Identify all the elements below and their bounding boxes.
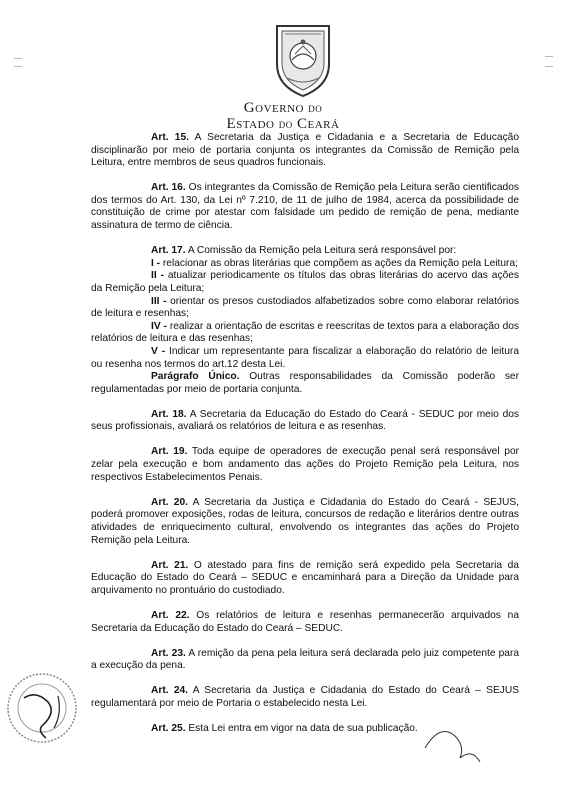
scan-mark	[14, 58, 22, 59]
article-17-item-iii: III - orientar os presos custodiados alfabetizados sobre como elaborar relatórios de leitura e resenhas;	[91, 295, 519, 320]
article-20: Art. 20. A Secretaria da Justiça e Cidadania do Estado do Ceará - SEJUS, poderá promover exposições, rodas de leitura, concursos de redação e literários dentre outras atividades de enriquecimento cultural, envolvendo os integrantes das ações do Projeto Remição pela Leitura.	[91, 496, 519, 546]
article-17-item-iv: IV - realizar a orientação de escritas e reescritas de textos para a elaboração dos relatórios de leitura e das resenhas;	[91, 320, 519, 345]
article-18: Art. 18. A Secretaria da Educação do Estado do Ceará - SEDUC por meio dos seus profissionais, avaliará os relatórios de leitura e as resenhas.	[91, 408, 520, 433]
article-22: Art. 22. Os relatórios de leitura e resenhas permanecerão arquivados na Secretaria da Educação do Estado do Ceará – SEDUC.	[91, 609, 519, 634]
article-15: Art. 15. A Secretaria da Justiça e Cidadania e a Secretaria de Educação disciplinarão por meio de portaria conjunta os integrantes da Comissão de Remição pela Leitura, entre membros de seus quadros funcionais.	[91, 132, 519, 169]
signature-mark-icon	[420, 718, 490, 768]
article-17-item-v: V - Indicar um representante para fiscalizar a elaboração do relatório de leitura ou resenha nos termos do art.12 desta Lei.	[91, 345, 519, 370]
article-19: Art. 19. Toda equipe de operadores de execução penal será responsável por zelar pela execução e bom andamento das ações do Projeto Remição pela Leitura, nos respectivos Estabelecimentos Penais.	[91, 446, 520, 483]
coat-of-arms-icon	[273, 20, 333, 100]
scan-mark	[14, 66, 22, 67]
document-body	[91, 132, 519, 748]
official-stamp-icon	[2, 668, 82, 748]
state-title: ESTADO DO CEARÁ	[226, 116, 340, 132]
article-21: Art. 21. O atestado para fins de remição será expedido pela Secretaria da Educação do Estado do Ceará – SEDUC e encaminhará para a Direção da Unidade para arquivamento no prontuário do custodiado.	[91, 559, 519, 596]
article-17-item-i: I - relacionar as obras literárias que compõem as ações da Remição pela Leitura;	[151, 257, 518, 269]
article-16: Art. 16. Os integrantes da Comissão de Remição pela Leitura serão cientificados dos termos do Art. 130, da Lei nº 7.210, de 11 de julho de 1984, acerca da possibilidade de constituição de crime por atestar com falsidade um pedido de remição de pena, mediante assinatura de termo de ciência.	[91, 182, 519, 232]
scan-mark	[545, 66, 553, 67]
scan-mark	[545, 56, 553, 57]
article-17: Art. 17. A Comissão da Remição pela Leitura será responsável por:	[151, 245, 457, 257]
article-23: Art. 23. A remição da pena pela leitura será declarada pelo juiz competente para a execução da pena.	[91, 647, 519, 672]
article-17-paragraph: Parágrafo Único. Outras responsabilidades da Comissão poderão ser regulamentadas por meio de portaria conjunta.	[91, 371, 519, 395]
article-24: Art. 24. A Secretaria da Justiça e Cidadania do Estado do Ceará – SEJUS regulamentará por meio de Portaria o estabelecido nesta Lei.	[91, 685, 519, 709]
article-17-item-ii: II - atualizar periodicamente os títulos das obras literárias do acervo das ações da Remição pela Leitura;	[91, 270, 519, 294]
government-title: GOVERNO DO	[243, 100, 323, 116]
article-25: Art. 25. Esta Lei entra em vigor na data de sua publicação.	[151, 722, 418, 734]
